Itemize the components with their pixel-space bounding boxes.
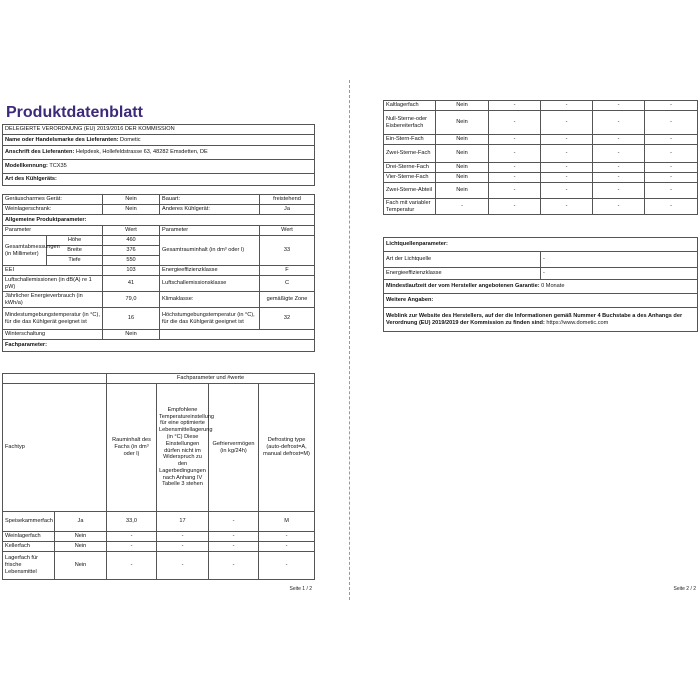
other-appliance-label: Anderes Kühlgerät:: [160, 205, 260, 215]
compartment-present: Nein: [55, 532, 107, 542]
compartment-name: Ein-Stern-Fach: [384, 135, 436, 145]
model-label: Modellkennung:: [5, 163, 48, 170]
compartment-value: -: [645, 101, 698, 111]
col-param-2: Parameter: [160, 226, 260, 236]
compartment-value: -: [645, 163, 698, 173]
eei-label: EEI: [3, 266, 103, 276]
height-value: 460: [103, 236, 160, 246]
table-row: [384, 268, 698, 280]
table-row: [384, 145, 698, 163]
page-2: [383, 100, 698, 594]
general-table: [2, 225, 315, 352]
compartment-freeze: -: [209, 532, 259, 542]
compartment-temp: -: [157, 532, 209, 542]
compartment-value: -: [541, 183, 593, 199]
compartment-present: Nein: [436, 101, 489, 111]
table-row: [3, 512, 315, 532]
col-param: Parameter: [3, 226, 103, 236]
compartment-freeze: -: [209, 552, 259, 580]
table-row: [3, 292, 315, 308]
table-row: [3, 552, 315, 580]
weblink-label: Weblink zur Website des Herstellers, auf der die Informationen gemäß Nummer 4 Buchstabe a des Anhangs der Verordnung (EU) 2019/2019 der Kommission zu finden sind:: [386, 312, 683, 326]
compartment-name: Zwei-Sterne-Abteil: [384, 183, 436, 199]
max-temp-label: Höchstumgebungstemperatur (in °C), für die das Kühlgerät geeignet ist: [160, 308, 260, 330]
table-row: [3, 330, 315, 340]
compartment-present: -: [436, 199, 489, 215]
compartment-table: [2, 373, 315, 580]
table-row: [384, 135, 698, 145]
compartment-present: Nein: [436, 111, 489, 135]
compartment-value: -: [541, 135, 593, 145]
energy-consumption-value: 79,0: [103, 292, 160, 308]
compartment-defrost: -: [259, 532, 315, 542]
winter-label: Winterschaltung: [3, 330, 103, 340]
compartment-name: Lagerfach für frische Lebensmittel: [3, 552, 55, 580]
col-volume: Rauminhalt des Fachs (in dm³ oder l): [107, 384, 157, 512]
low-noise-label: Geräuscharmes Gerät:: [3, 195, 103, 205]
compartment-present: Nein: [436, 183, 489, 199]
table-row: [3, 266, 315, 276]
table-row: [384, 173, 698, 183]
compartment-table-cont: [383, 100, 698, 215]
compartment-freeze: -: [209, 542, 259, 552]
light-class-label: Energieeffizienzklasse: [384, 268, 541, 280]
table-row: [3, 308, 315, 330]
volume-value: 33: [260, 236, 315, 266]
col-freezing-capacity: Gefriervermögen (in kg/24h): [209, 384, 259, 512]
table-row: [3, 205, 315, 215]
col-value: Wert: [103, 226, 160, 236]
low-noise-value: Nein: [103, 195, 160, 205]
col-value-2: Wert: [260, 226, 315, 236]
table-row: [384, 183, 698, 199]
compartment-present: Nein: [436, 145, 489, 163]
page-1: [2, 100, 316, 594]
type-header: Art des Kühlgeräts:: [3, 174, 315, 186]
compartment-defrost: -: [259, 542, 315, 552]
compartment-value: -: [593, 183, 645, 199]
compartment-temp: -: [157, 542, 209, 552]
table-row: [384, 252, 698, 268]
compartment-value: -: [489, 101, 541, 111]
compartment-value: -: [645, 173, 698, 183]
compartment-value: -: [645, 183, 698, 199]
min-temp-label: Mindestumgebungstemperatur (in °C), für die das Kühlgerät geeignet ist: [3, 308, 103, 330]
compartment-freeze: -: [209, 512, 259, 532]
compartment-value: -: [645, 145, 698, 163]
light-class-value: -: [541, 268, 698, 280]
design-label: Bauart:: [160, 195, 260, 205]
compartment-value: -: [541, 173, 593, 183]
compartment-value: -: [541, 199, 593, 215]
eei-value: 103: [103, 266, 160, 276]
compartment-defrost: -: [259, 552, 315, 580]
width-label: Breite: [47, 246, 103, 256]
compartment-volume: 33,0: [107, 512, 157, 532]
warranty-label: Mindestlaufzeit der vom Hersteller angebotenen Garantie:: [386, 283, 540, 290]
light-header: Lichtquellenparameter:: [384, 238, 698, 252]
min-temp-value: 16: [103, 308, 160, 330]
compartment-name: Fach mit variabler Temperatur: [384, 199, 436, 215]
compartment-value: -: [489, 183, 541, 199]
compartment-defrost: M: [259, 512, 315, 532]
more-info-label: Weitere Angaben:: [384, 294, 698, 308]
compartment-value: -: [645, 135, 698, 145]
compartment-value: -: [593, 111, 645, 135]
col-recommended-temp: Empfohlene Temperatureinstellung für eine optimierte Lebensmittellagerung (in °C) Diese Einstellungen dürfen nicht im Widerspruch zu den Lagerbedingungen nach Anhang IV Tabelle 3 stehen: [157, 384, 209, 512]
compartment-value: -: [593, 173, 645, 183]
table-row: [384, 199, 698, 215]
design-value: freistehend: [260, 195, 315, 205]
compartment-name: Vier-Sterne-Fach: [384, 173, 436, 183]
depth-label: Tiefe: [47, 256, 103, 266]
depth-value: 550: [103, 256, 160, 266]
type-table: [2, 194, 315, 226]
compartment-value: -: [593, 199, 645, 215]
brand-label: Name oder Handelsmarke des Lieferanten:: [5, 136, 119, 143]
compartment-temp: -: [157, 552, 209, 580]
compartment-value: -: [593, 163, 645, 173]
noise-label: Luftschallemissionen (in dB(A) re 1 pW): [3, 276, 103, 292]
light-type-value: -: [541, 252, 698, 268]
compartment-value: -: [489, 199, 541, 215]
compartment-name: Weinlagerfach: [3, 532, 55, 542]
brand-value: Dometic: [120, 136, 141, 143]
other-appliance-value: Ja: [260, 205, 315, 215]
compartment-name: Speisekammerfach: [3, 512, 55, 532]
compartment-value: -: [489, 163, 541, 173]
compartment-present: Nein: [55, 542, 107, 552]
page-title: Produktdatenblatt: [6, 104, 143, 121]
compartment-value: -: [541, 111, 593, 135]
compartment-group-header: Fachparameter und #werte: [107, 374, 315, 384]
table-row: [384, 111, 698, 135]
compartment-value: -: [489, 135, 541, 145]
noise-class-label: Luftschallemissionsklasse: [160, 276, 260, 292]
width-value: 376: [103, 246, 160, 256]
compartment-value: -: [593, 135, 645, 145]
table-row: [384, 163, 698, 173]
wine-cabinet-value: Nein: [103, 205, 160, 215]
table-row: [3, 532, 315, 542]
general-header: Allgemeine Produktparameter:: [3, 215, 315, 226]
table-row: [3, 542, 315, 552]
col-compartment-type: Fachtyp: [3, 384, 107, 512]
noise-class-value: C: [260, 276, 315, 292]
climate-class-label: Klimaklasse:: [160, 292, 260, 308]
light-type-label: Art der Lichtquelle: [384, 252, 541, 268]
compartment-value: -: [593, 101, 645, 111]
page-number: Seite 1 / 2: [289, 586, 312, 592]
compartment-present: Ja: [55, 512, 107, 532]
table-row: [3, 236, 315, 246]
compartment-value: -: [489, 145, 541, 163]
compartment-name: Kellerfach: [3, 542, 55, 552]
compartment-temp: 17: [157, 512, 209, 532]
compartment-name: Zwei-Sterne-Fach: [384, 145, 436, 163]
compartment-value: -: [541, 101, 593, 111]
height-label: Höhe: [47, 236, 103, 246]
col-defrost-type: Defrosting type (auto-defrost=A, manual defrost=M): [259, 384, 315, 512]
table-row: [384, 101, 698, 111]
compartment-header: Fachparameter:: [3, 340, 315, 352]
table-row: [3, 276, 315, 292]
max-temp-value: 32: [260, 308, 315, 330]
energy-class-value: F: [260, 266, 315, 276]
compartment-value: -: [593, 145, 645, 163]
compartment-present: Nein: [436, 135, 489, 145]
table-row: [3, 195, 315, 205]
header-table: [2, 124, 315, 186]
compartment-name: Null-Sterne-oder Eisbereiterfach: [384, 111, 436, 135]
volume-label: Gesamtrauminhalt (in dm³ oder l): [160, 236, 260, 266]
compartment-volume: -: [107, 532, 157, 542]
compartment-volume: -: [107, 542, 157, 552]
compartment-value: -: [541, 163, 593, 173]
compartment-value: -: [489, 173, 541, 183]
page-number: Seite 2 / 2: [673, 586, 696, 592]
winter-value: Nein: [103, 330, 160, 340]
compartment-volume: -: [107, 552, 157, 580]
compartment-value: -: [489, 111, 541, 135]
wine-cabinet-label: Weinlagerschrank:: [3, 205, 103, 215]
energy-class-label: Energieeffizienzklasse: [160, 266, 260, 276]
noise-value: 41: [103, 276, 160, 292]
dimensions-label: Gesamtabmessungen (in Millimeter): [3, 236, 47, 266]
climate-class-value: gemäßigte Zone: [260, 292, 315, 308]
warranty-value: 0 Monate: [541, 283, 565, 290]
address-label: Anschrift des Lieferanten:: [5, 149, 75, 156]
compartment-present: Nein: [436, 173, 489, 183]
compartment-present: Nein: [436, 163, 489, 173]
light-table: [383, 237, 698, 332]
page-divider: [349, 80, 350, 600]
energy-consumption-label: Jährlicher Energieverbrauch (in kWh/a): [3, 292, 103, 308]
compartment-name: Kaltlagerfach: [384, 101, 436, 111]
compartment-value: -: [645, 199, 698, 215]
compartment-value: -: [541, 145, 593, 163]
compartment-value: -: [645, 111, 698, 135]
compartment-present: Nein: [55, 552, 107, 580]
address-value: Helpdesk, Hollefeldstrasse 63, 48282 Emsdetten, DE: [75, 149, 208, 156]
regulation-text: DELEGIERTE VERORDNUNG (EU) 2019/2016 DER KOMMISSION: [3, 125, 315, 135]
weblink-value[interactable]: https://www.dometic.com: [546, 319, 609, 326]
model-value: TCX35: [49, 163, 67, 170]
compartment-name: Drei-Sterne-Fach: [384, 163, 436, 173]
